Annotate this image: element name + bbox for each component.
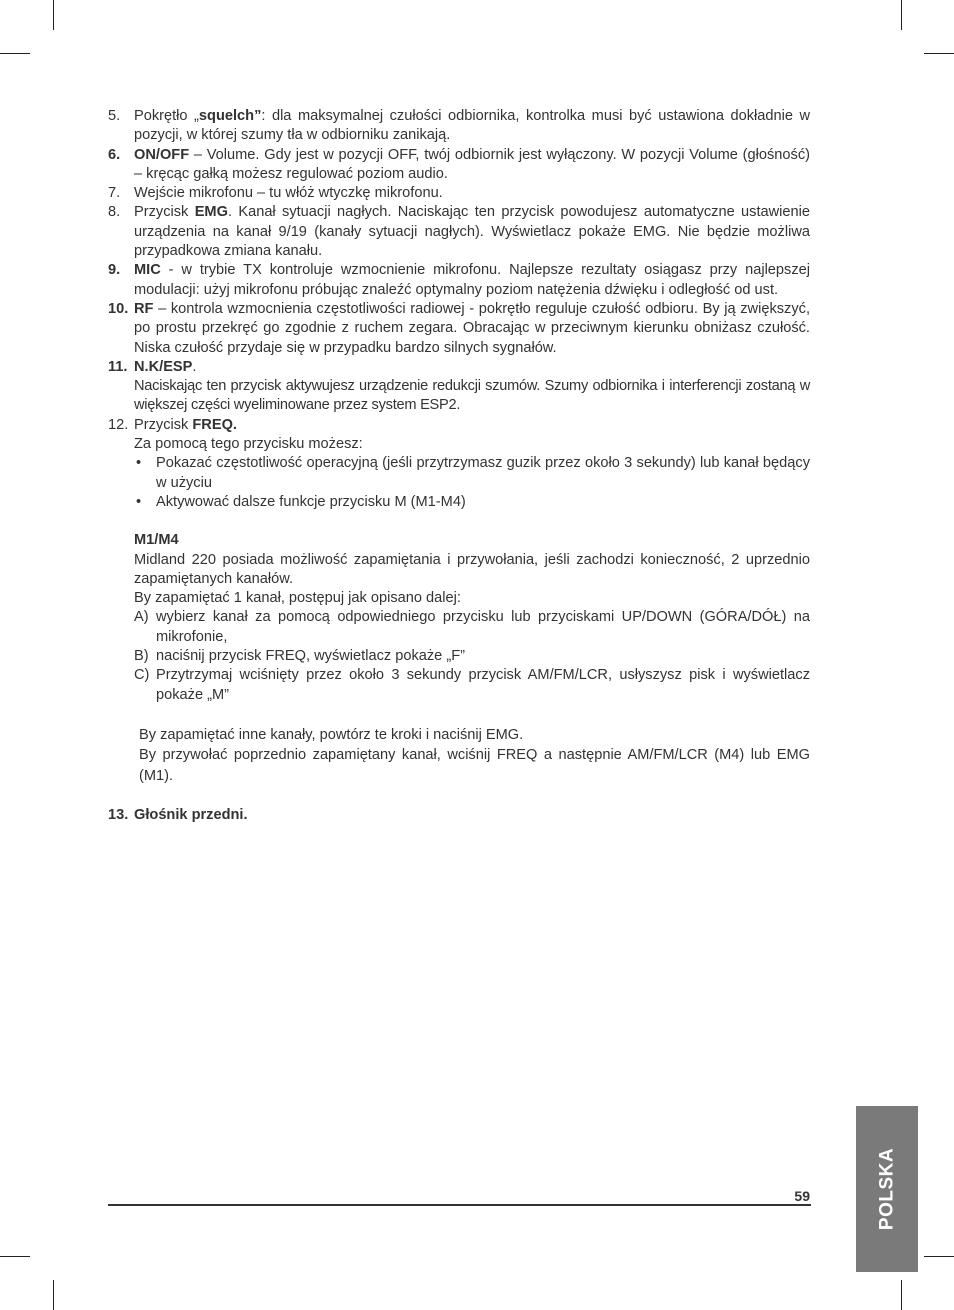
item-11 (108, 358, 810, 377)
item-12-intro: Za pomocą tego przycisku możesz: (134, 436, 363, 453)
after-note-1: By zapamiętać inne kanały, powtórz te kroki i naciśnij EMG. (139, 726, 524, 743)
item-text: – Volume. Gdy jest w pozycji OFF, twój odbiornik jest wyłączony. W pozycji Volume (głośność) – kręcąc gałką możesz regulować poziom audio. (134, 146, 810, 182)
item-keyword: squelch” (198, 108, 262, 124)
item-8 (108, 203, 810, 261)
step-label: B) (134, 648, 149, 665)
item-number: 10. (108, 300, 129, 317)
step-text: naciśnij przycisk FREQ, wyświetlacz pokaże „F” (156, 648, 465, 665)
item-text: : dla maksymalnej czułości odbiornika, kontrolka musi być ustawiona dokładnie w pozycji, w której szumy tła w odbiorniku zanikają. (134, 108, 811, 144)
footer-rule (108, 1204, 811, 1206)
item-number: 8. (108, 204, 121, 221)
after-note-2: By przywołać poprzednio zapamiętany kanał, wciśnij FREQ a następnie AM/FM/LCR (M4) lub EMG (M1). (139, 747, 810, 784)
crop-mark (924, 53, 954, 54)
section-heading: M1/M4 (134, 532, 179, 549)
item-11-description: Naciskając ten przycisk aktywujesz urządzenie redukcji szumów. Szumy odbiornika i interferencji zostaną w większej części wyeliminowane przez system ESP2. (134, 378, 810, 414)
item-keyword: FREQ. (192, 416, 237, 433)
m1-m4-instruction: By zapamiętać 1 kanał, postępuj jak opisano dalej: (134, 590, 461, 607)
item-text: Pokrętło „ (134, 108, 199, 124)
crop-mark (53, 1280, 54, 1310)
bullet-item (108, 454, 810, 493)
item-text: – kontrola wzmocnienia częstotliwości radiowej - pokrętło reguluje czułość odbioru. By ją zwiększyć, po prostu przekręć go zgodnie z ruchem zegara. Obracając w przeciwnym kierunku obniżasz czułość. Niska czułość przydaje się w przypadku bardzo silnych sygnałów. (134, 300, 810, 356)
item-number: 12. (108, 416, 129, 433)
language-tab (856, 1106, 918, 1272)
item-6 (108, 146, 810, 185)
item-10 (108, 300, 810, 358)
item-keyword: N.K/ESP (134, 358, 193, 375)
step-label: C) (134, 667, 150, 684)
item-number: 9. (108, 262, 121, 279)
step-item (108, 666, 810, 705)
item-number: 11. (108, 358, 128, 375)
item-number: 13. (108, 807, 129, 824)
item-5 (108, 107, 810, 146)
item-keyword: Głośnik przedni. (134, 807, 248, 824)
item-text: - w trybie TX kontroluje wzmocnienie mikrofonu. Najlepsze rezultaty osiągasz przy najlepszej modulacji: użyj mikrofonu próbując znaleźć optymalny poziom natężenia dźwięku i odległość od ust. (134, 262, 810, 298)
item-text: Przycisk (134, 416, 193, 433)
item-7 (108, 184, 810, 203)
crop-mark (901, 1280, 902, 1310)
m1-m4-heading (108, 531, 810, 550)
item-12 (108, 416, 810, 435)
crop-mark (924, 1256, 954, 1257)
step-text: wybierz kanał za pomocą odpowiedniego przycisku lub przyciskami UP/DOWN (GÓRA/DÓŁ) na mikrofonie, (156, 609, 810, 645)
item-text: Przycisk (134, 204, 195, 221)
crop-mark (53, 0, 54, 30)
bullet-icon: • (136, 455, 142, 472)
step-text: Przytrzymaj wciśnięty przez około 3 sekundy przycisk AM/FM/LCR, usłyszysz pisk i wyświetlacz pokaże „M” (156, 667, 810, 703)
step-label: A) (134, 609, 149, 626)
bullet-item (108, 493, 810, 512)
crop-mark (0, 1256, 30, 1257)
bullet-icon: • (136, 493, 142, 510)
item-text: . Kanał sytuacji nagłych. Naciskając ten przycisk powodujesz automatyczne ustawienie urządzenia na kanał 9/19 (kanały sytuacji nagłych). Wyświetlacz pokaże EMG. Nie będzie możliwa przypadkowa zmiana kanału. (134, 204, 811, 260)
item-keyword: EMG (194, 204, 228, 221)
page-number: 59 (794, 1188, 810, 1204)
m1-m4-description: Midland 220 posiada możliwość zapamiętania i przywołania, jeśli zachodzi konieczność, 2 uprzednio zapamiętanych kanałów. (134, 551, 810, 587)
bullet-text: Pokazać częstotliwość operacyjną (jeśli przytrzymasz guzik przez około 3 sekundy) lub kanał będący w użyciu (156, 455, 810, 491)
step-item (108, 608, 810, 647)
language-tab-label: POLSKA (876, 1147, 898, 1231)
item-text: Wejście mikrofonu – tu włóż wtyczkę mikrofonu. (134, 185, 443, 202)
item-number: 7. (108, 185, 121, 202)
item-keyword: ON/OFF (134, 146, 190, 163)
manual-content (108, 107, 810, 826)
item-text: . (192, 358, 197, 375)
crop-mark (901, 0, 902, 30)
crop-mark (0, 53, 30, 54)
item-keyword: RF (134, 300, 154, 317)
item-keyword: MIC (134, 262, 161, 279)
bullet-text: Aktywować dalsze funkcje przycisku M (M1-M4) (156, 493, 466, 510)
item-number: 6. (108, 146, 121, 163)
item-13 (108, 806, 810, 825)
step-item (108, 647, 810, 666)
item-9 (108, 261, 810, 300)
item-number: 5. (108, 108, 121, 124)
